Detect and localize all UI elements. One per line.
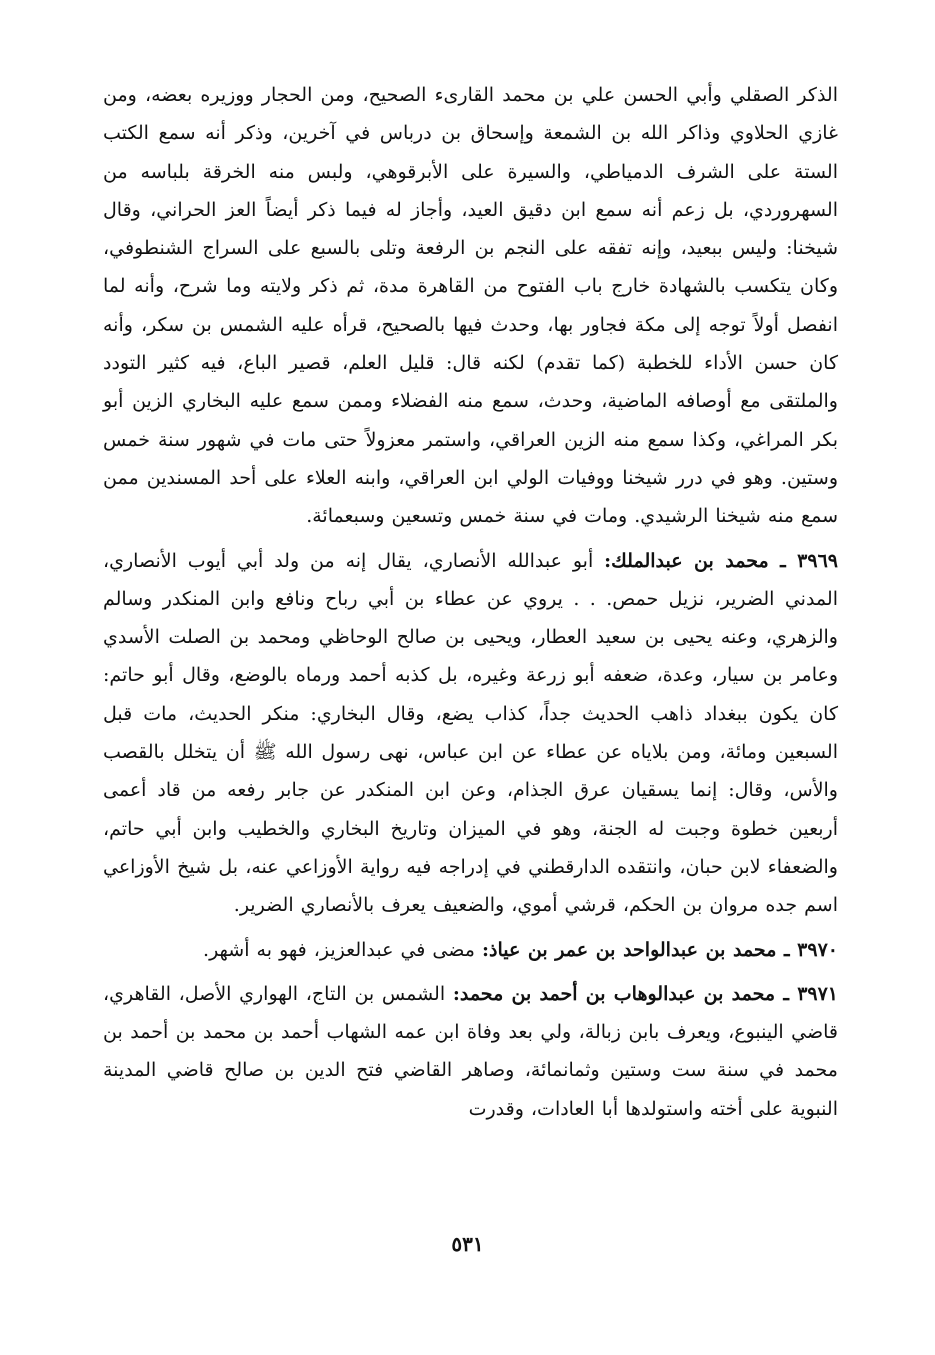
continuation-paragraph: الذكر الصقلي وأبي الحسن علي بن محمد القارىء الصحيح، ومن الحجار ووزيره بعضه، ومن غازي الحلاوي وذاكر الله بن الشمعة وإسحاق بن درباس في آخرين، وذكر أنه سمع الكتب الستة على الشرف الدمياطي، والسيرة على الأبرقوهي، ولبس منه الخرقة بلباسه من السهروردي، بل زعم أنه سمع ابن دقيق العيد، وأجاز له فيما ذكر أيضاً العز الحراني، وقال شيخنا: وليس ببعيد، وإنه تفقه على النجم بن الرفعة وتلى بالسبع على السراج الشنطوفي، وكان يتكسب بالشهادة خارج باب الفتوح من القاهرة مدة، ثم ذكر ولايته وما شرح، وأنه لما انفصل أولاً توجه إلى مكة فجاور بها، وحدث فيها بالصحيح، قرأه عليه الشمس بن سكر، وأنه كان حسن الأداء للخطبة (كما تقدم) لكنه قال: قليل العلم، قصير الباع، فيه كثير التودد والملتقى مع أوصافه الماضية، وحدث، سمع منه الفضلاء وممن سمع عليه البخاري الزين أبو بكر المراغي، وكذا سمع منه الزين العراقي، واستمر معزولاً حتى مات في شهور سنة خمس وستين. وهو في درر شيخنا ووفيات الولي ابن العراقي، وابنه العلاء على أحد المسندين ممن سمع منه شيخنا الرشيدي. ومات في سنة خمس وتسعين وسبعمائة.	[103, 84, 839, 528]
entry-text: أبو عبدالله الأنصاري، يقال إنه من ولد أبي أيوب الأنصاري، المدني الضرير، نزيل حمص. . . يروي عن عطاء بن أبي رباح ونافع وابن المنكدر وسالم والزهري، وعنه يحيى بن سعيد العطار، ويحيى بن صالح الوحاظي ومحمد بن الصلت الأسدي وعامر بن سيار، وعدة، ضعفه أبو زرعة وغيره، بل كذبه أحمد ورماه بالوضع، وقال أبو حاتم: كان يكون ببغداد ذاهب الحديث جداً، كذاب يضع، وقال البخاري: منكر الحديث، مات قبل السبعين ومائة، ومن بلاياه عن عطاء عن ابن عباس، نهى رسول الله ﷺ أن يتخلل بالقصب والأس، وقال: إنما يسقيان عرق الجذام، وعن ابن المنكدر عن جابر رفعه من قاد أعمى أربعين خطوة وجبت له الجنة، وهو في الميزان وتاريخ البخاري والخطيب وابن أبي حاتم، والضعفاء لابن حبان، وانتقده الدارقطني في إدراجه فيه رواية الأوزاعي عنه، بل شيخ الأوزاعي اسم جده مروان بن الحكم، قرشي أموي، والضعيف يعرف بالأنصاري الضرير.	[103, 549, 838, 917]
entry-heading: ٣٩٧٠ ـ محمد بن عبدالواحد بن عمر بن عياذ:	[481, 938, 838, 961]
entry-heading: ٣٩٦٩ ـ محمد بن عبدالملك:	[604, 549, 838, 572]
entry-text: الشمس بن التاج، الهواري الأصل، القاهري، قاضي الينبوع، ويعرف بابن زبالة، ولي بعد وفاة ابن عمه الشهاب أحمد بن محمد بن أحمد بن محمد في سنة ست وستين وثمانمائة، وصاهر القاضي فتح الدين بن صالح قاضي المدينة النبوية على أخته واستولدها أبا العادات، وقدرت	[103, 982, 838, 1120]
page-body	[103, 76, 838, 1128]
page-number: ٥٣١	[451, 1232, 484, 1256]
entry-heading: ٣٩٧١ ـ محمد بن عبدالوهاب بن أحمد بن محمد:	[452, 982, 839, 1005]
entry-3971	[103, 975, 838, 1128]
entry-3970	[103, 931, 838, 969]
entry-text: مضى في عبدالعزيز، فهو به أشهر.	[203, 938, 475, 961]
entry-3969	[103, 542, 838, 925]
